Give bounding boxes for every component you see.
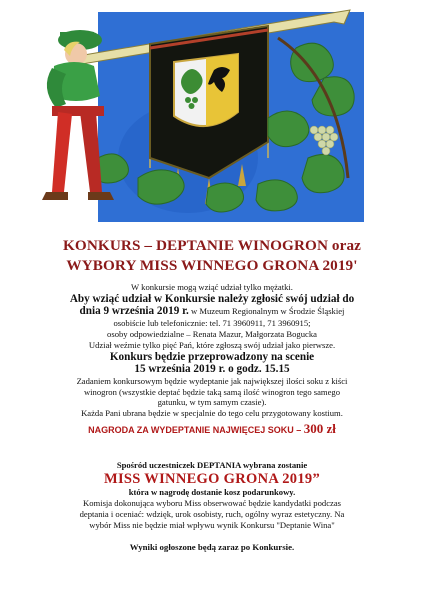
costume-line: Każda Pani ubrana będzie w specjalnie do tego celu przygotowany kostium. <box>81 408 343 419</box>
prize-text: NAGRODA ZA WYDEPTANIE NAJWIĘCEJ SOKU – <box>88 425 304 436</box>
contacts-line: osoby odpowiedzialne – Renata Mazur, Małgorzata Bogucka <box>107 328 317 339</box>
miss-section <box>8 460 416 531</box>
herald-with-trumpet-and-grapes-image <box>38 8 374 230</box>
limit-line: Udział weźmie tylko pięć Pań, które zgłoszą swój udział jako pierwsze. <box>88 339 336 350</box>
stage-line: Konkurs będzie przeprowadzony na scenie <box>109 350 315 363</box>
phone-line: osobiście lub telefonicznie: tel. 71 3960911, 71 3960915; <box>113 317 311 328</box>
task-line-2: winogron (wszystkie deptać będzie taką samą ilość winogron tego samego <box>83 386 341 397</box>
museum-location: w Muzeum Regionalnym w Środzie Śląskiej <box>188 306 345 317</box>
registration-deadline: dnia 9 września 2019 r. <box>79 305 189 318</box>
registration-line: Aby wziąć udział w Konkursie należy zgłosić swój udział do <box>69 292 355 305</box>
herald-illustration <box>38 8 374 230</box>
miss-title: MISS WINNEGO GRONA 2019” <box>103 470 320 487</box>
jury-line-2: deptania i oceniać: wdzięk, urok osobisty, ruch, ogólny wyraz estetyczny. Na <box>79 508 345 519</box>
contest-details <box>8 282 416 436</box>
date-time-line: 15 września 2019 r. o godz. 15.15 <box>134 363 290 376</box>
task-line-3: gatunku, w tym samym czasie). <box>157 397 267 408</box>
title-block <box>0 236 424 276</box>
results-note: Wyniki ogłoszone będą zaraz po Konkursie. <box>129 542 295 552</box>
title-line-1: KONKURS – DEPTANIE WINOGRON oraz <box>63 237 361 254</box>
task-line-1: Zadaniem konkursowym będzie wydeptanie jak największej ilości soku z kiści <box>76 375 348 386</box>
registration-date-line <box>8 305 416 318</box>
eligibility-line: W konkursie mogą wziąć udział tylko mężatki. <box>131 282 293 292</box>
jury-line-1: Komisja dokonująca wyboru Miss obserwować będzie kandydatki podczas <box>83 497 341 508</box>
prize-line <box>8 421 416 437</box>
prize-amount: 300 zł <box>303 421 336 437</box>
title-line-2: WYBORY MISS WINNEGO GRONA 2019' <box>66 257 358 274</box>
jury-line-3: wybór Miss nie będzie miał wpływu wynik Konkursu "Deptanie Wina" <box>89 519 335 530</box>
miss-intro: Spośród uczestniczek DEPTANIA wybrana zostanie <box>116 460 308 470</box>
miss-prize: która w nagrodę dostanie kosz podarunkowy. <box>128 486 296 497</box>
